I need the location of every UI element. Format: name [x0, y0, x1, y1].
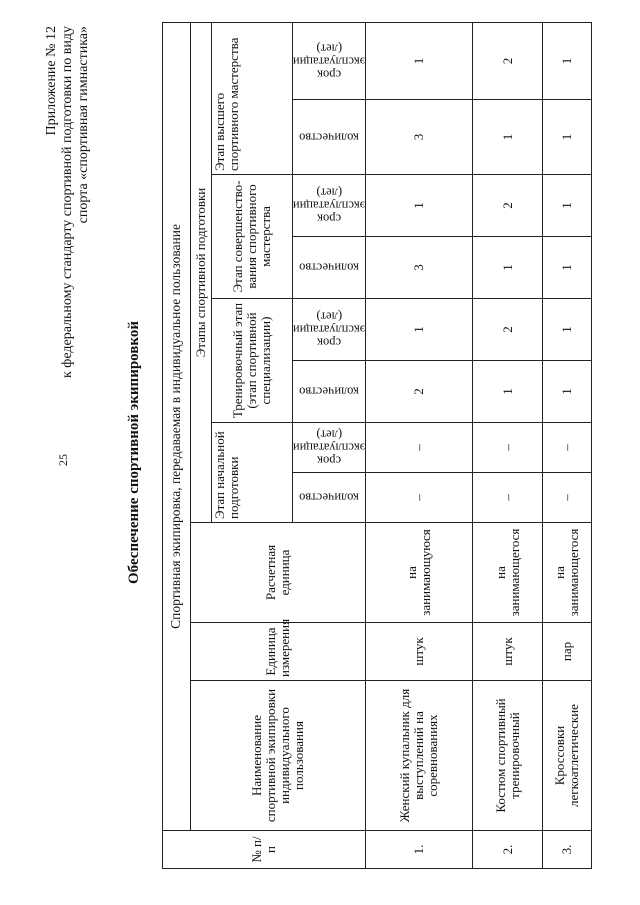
table-body — [366, 22, 592, 868]
row-qty: 3 — [366, 237, 473, 299]
header-stage-4: Этап высшего спортивного мастерства — [211, 22, 292, 174]
header-qty-text: количество — [299, 491, 360, 505]
row-qty: – — [473, 473, 543, 523]
row-term: 1 — [366, 175, 473, 237]
row-term: 1 — [543, 299, 592, 361]
appendix-line-3: спорта «спортивная гимнастика» — [76, 26, 91, 224]
header-stages-group: Этапы спортивной подготовки — [190, 22, 211, 522]
row-qty: 1 — [543, 361, 592, 423]
table-row — [543, 22, 592, 868]
header-name: Наименование спортивной экипировки индивидуального пользования — [190, 681, 366, 831]
row-term: 2 — [473, 299, 543, 361]
row-term: 1 — [543, 175, 592, 237]
row-term: 1 — [366, 299, 473, 361]
document-title: Обеспечение спортивной экипировкой — [126, 321, 142, 585]
table-caption: Спортивная экипировка, передаваемая в индивидуальное пользование — [163, 22, 191, 830]
header-num: № п/п — [163, 831, 366, 869]
header-stage-1: Этап начальной подготовки — [211, 423, 292, 523]
header-term-text: срок эксплуатации (лет) — [293, 186, 366, 226]
header-term — [293, 299, 366, 361]
row-name: Кроссовки легкоатлетические — [543, 681, 592, 831]
header-stage-3: Этап совершенство-вания спортивного мастерства — [211, 175, 292, 299]
row-qty: – — [366, 473, 473, 523]
appendix-heading — [44, 26, 92, 546]
row-term: 2 — [473, 175, 543, 237]
row-term: – — [366, 423, 473, 473]
row-qty: – — [543, 473, 592, 523]
header-qty — [293, 237, 366, 299]
row-name: Костюм спортивный тренировочный — [473, 681, 543, 831]
row-unit: штук — [473, 623, 543, 681]
row-num: 3. — [543, 831, 592, 869]
header-term — [293, 423, 366, 473]
row-term: 2 — [473, 22, 543, 99]
row-term: 1 — [543, 22, 592, 99]
row-qty: 1 — [473, 237, 543, 299]
row-qty: 1 — [473, 361, 543, 423]
row-unit: штук — [366, 623, 473, 681]
row-term: – — [543, 423, 592, 473]
header-term — [293, 22, 366, 99]
table-row — [473, 22, 543, 868]
header-term — [293, 175, 366, 237]
header-qty — [293, 100, 366, 175]
header-calc: Расчетная единица — [190, 523, 366, 623]
row-calc: на занимающуюся — [366, 523, 473, 623]
row-qty: 1 — [543, 237, 592, 299]
appendix-line-2: к федеральному стандарту спортивной подготовки по виду — [60, 26, 75, 379]
row-num: 1. — [366, 831, 473, 869]
header-term-text: срок эксплуатации (лет) — [293, 428, 366, 468]
equipment-table — [162, 22, 592, 869]
header-qty-text: количество — [299, 261, 360, 275]
header-unit: Единица измерения — [190, 623, 366, 681]
header-term-text: срок эксплуатации (лет) — [293, 41, 366, 82]
row-qty: 1 — [543, 100, 592, 175]
row-qty: 2 — [366, 361, 473, 423]
row-name: Женский купальник для выступлений на соревнованиях — [366, 681, 473, 831]
page-number: 25 — [56, 454, 70, 466]
row-term: 1 — [366, 22, 473, 99]
row-qty: 1 — [473, 100, 543, 175]
header-qty — [293, 361, 366, 423]
row-qty: 3 — [366, 100, 473, 175]
header-term-text: срок эксплуатации (лет) — [293, 310, 366, 350]
header-qty — [293, 473, 366, 523]
row-num: 2. — [473, 831, 543, 869]
table-row — [366, 22, 473, 868]
row-calc: на занимающегося — [543, 523, 592, 623]
header-qty-text: количество — [299, 130, 360, 145]
row-calc: на занимающегося — [473, 523, 543, 623]
appendix-line-1: Приложение № 12 — [44, 26, 59, 136]
header-qty-text: количество — [299, 385, 360, 399]
row-term: – — [473, 423, 543, 473]
row-unit: пар — [543, 623, 592, 681]
header-stage-2: Тренировочный этап (этап спортивной специализации) — [211, 299, 292, 423]
